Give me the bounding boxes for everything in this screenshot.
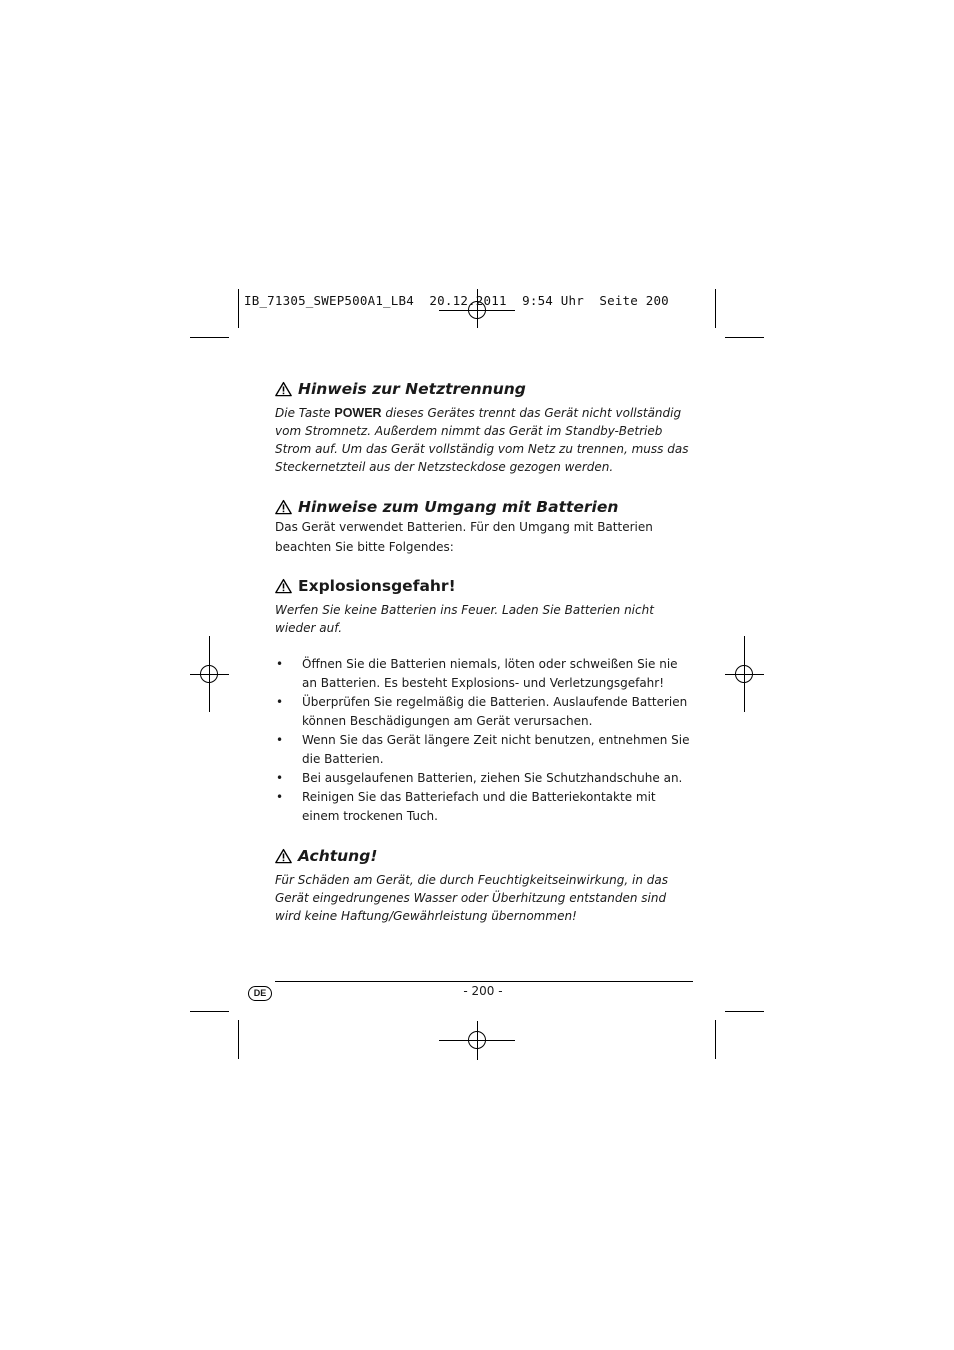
bullet: • (276, 657, 284, 671)
section-text-explosion: Werfen Sie keine Batterien ins Feuer. Laden Sie Batterien nicht wieder auf. (275, 603, 654, 635)
section-text-netztrennung (275, 404, 695, 476)
crop-mark (715, 1020, 716, 1059)
warning-triangle-icon (275, 578, 292, 594)
registration-mark-circle (200, 665, 218, 683)
bullet: • (276, 733, 284, 747)
crop-mark (725, 1011, 764, 1012)
warning-triangle-icon (275, 381, 292, 397)
battery-bullet-list (275, 655, 695, 826)
crop-mark (725, 337, 764, 338)
list-item (275, 731, 695, 769)
section-title-text: Achtung! (298, 847, 378, 865)
power-key-label: POWER (334, 406, 382, 420)
list-item (275, 655, 695, 693)
section-text-achtung: Für Schäden am Gerät, die durch Feuchtigkeitseinwirkung, in das Gerät eingedrungenes Wasser oder Überhitzung entstanden sind wird keine Haftung/Gewährleistung übernommen! (275, 873, 669, 923)
crop-mark (238, 1020, 239, 1059)
section-text-batterien: Das Gerät verwendet Batterien. Für den Umgang mit Batterien beachten Sie bitte Folgendes: (275, 520, 653, 554)
warning-triangle-icon (275, 848, 292, 864)
page-number: - 200 - (463, 984, 503, 998)
crop-mark (190, 1011, 229, 1012)
list-item-text: Bei ausgelaufenen Batterien, ziehen Sie Schutzhandschuhe an. (302, 771, 683, 785)
warning-triangle-icon (275, 499, 292, 515)
registration-mark-circle (468, 1031, 486, 1049)
bullet: • (276, 790, 284, 804)
list-item-text: Öffnen Sie die Batterien niemals, löten oder schweißen Sie nie an Batterien. Es besteht Explosions- und Verletzungsgefahr! (302, 657, 678, 690)
section-title-explosion (275, 577, 695, 595)
section-title-text: Hinweise zum Umgang mit Batterien (298, 498, 619, 516)
page-content (275, 380, 695, 925)
section-title-text: Hinweis zur Netztrennung (298, 380, 526, 398)
section-title-batterien (275, 498, 695, 516)
print-slug: IB_71305_SWEP500A1_LB4 20.12.2011 9:54 Uhr Seite 200 (244, 293, 669, 308)
crop-mark (715, 289, 716, 328)
list-item (275, 693, 695, 731)
registration-mark-circle (735, 665, 753, 683)
text-segment: Die Taste (275, 406, 335, 420)
text-segment: dieses Gerätes trennt das Gerät nicht vollständig vom Stromnetz. Außerdem nimmt das Gerät im Standby-Betrieb Strom auf. Um das Gerät vollständig vom Netz zu trennen, muss das Steckernetzteil aus der Netzsteckdose gezogen werden. (275, 406, 689, 474)
crop-mark (190, 337, 229, 338)
language-badge: DE (248, 986, 272, 1001)
list-item-text: Überprüfen Sie regelmäßig die Batterien. Auslaufende Batterien können Beschädigungen am Gerät verursachen. (302, 695, 688, 728)
footer-rule (275, 981, 693, 982)
section-title-text: Explosionsgefahr! (298, 577, 456, 595)
list-item (275, 788, 695, 826)
list-item-text: Wenn Sie das Gerät längere Zeit nicht benutzen, entnehmen Sie die Batterien. (302, 733, 690, 766)
section-title-achtung (275, 847, 695, 865)
bullet: • (276, 771, 284, 785)
list-item (275, 769, 695, 788)
section-title-netztrennung (275, 380, 695, 398)
bullet: • (276, 695, 284, 709)
list-item-text: Reinigen Sie das Batteriefach und die Batteriekontakte mit einem trockenen Tuch. (302, 790, 656, 823)
crop-mark (238, 289, 239, 328)
